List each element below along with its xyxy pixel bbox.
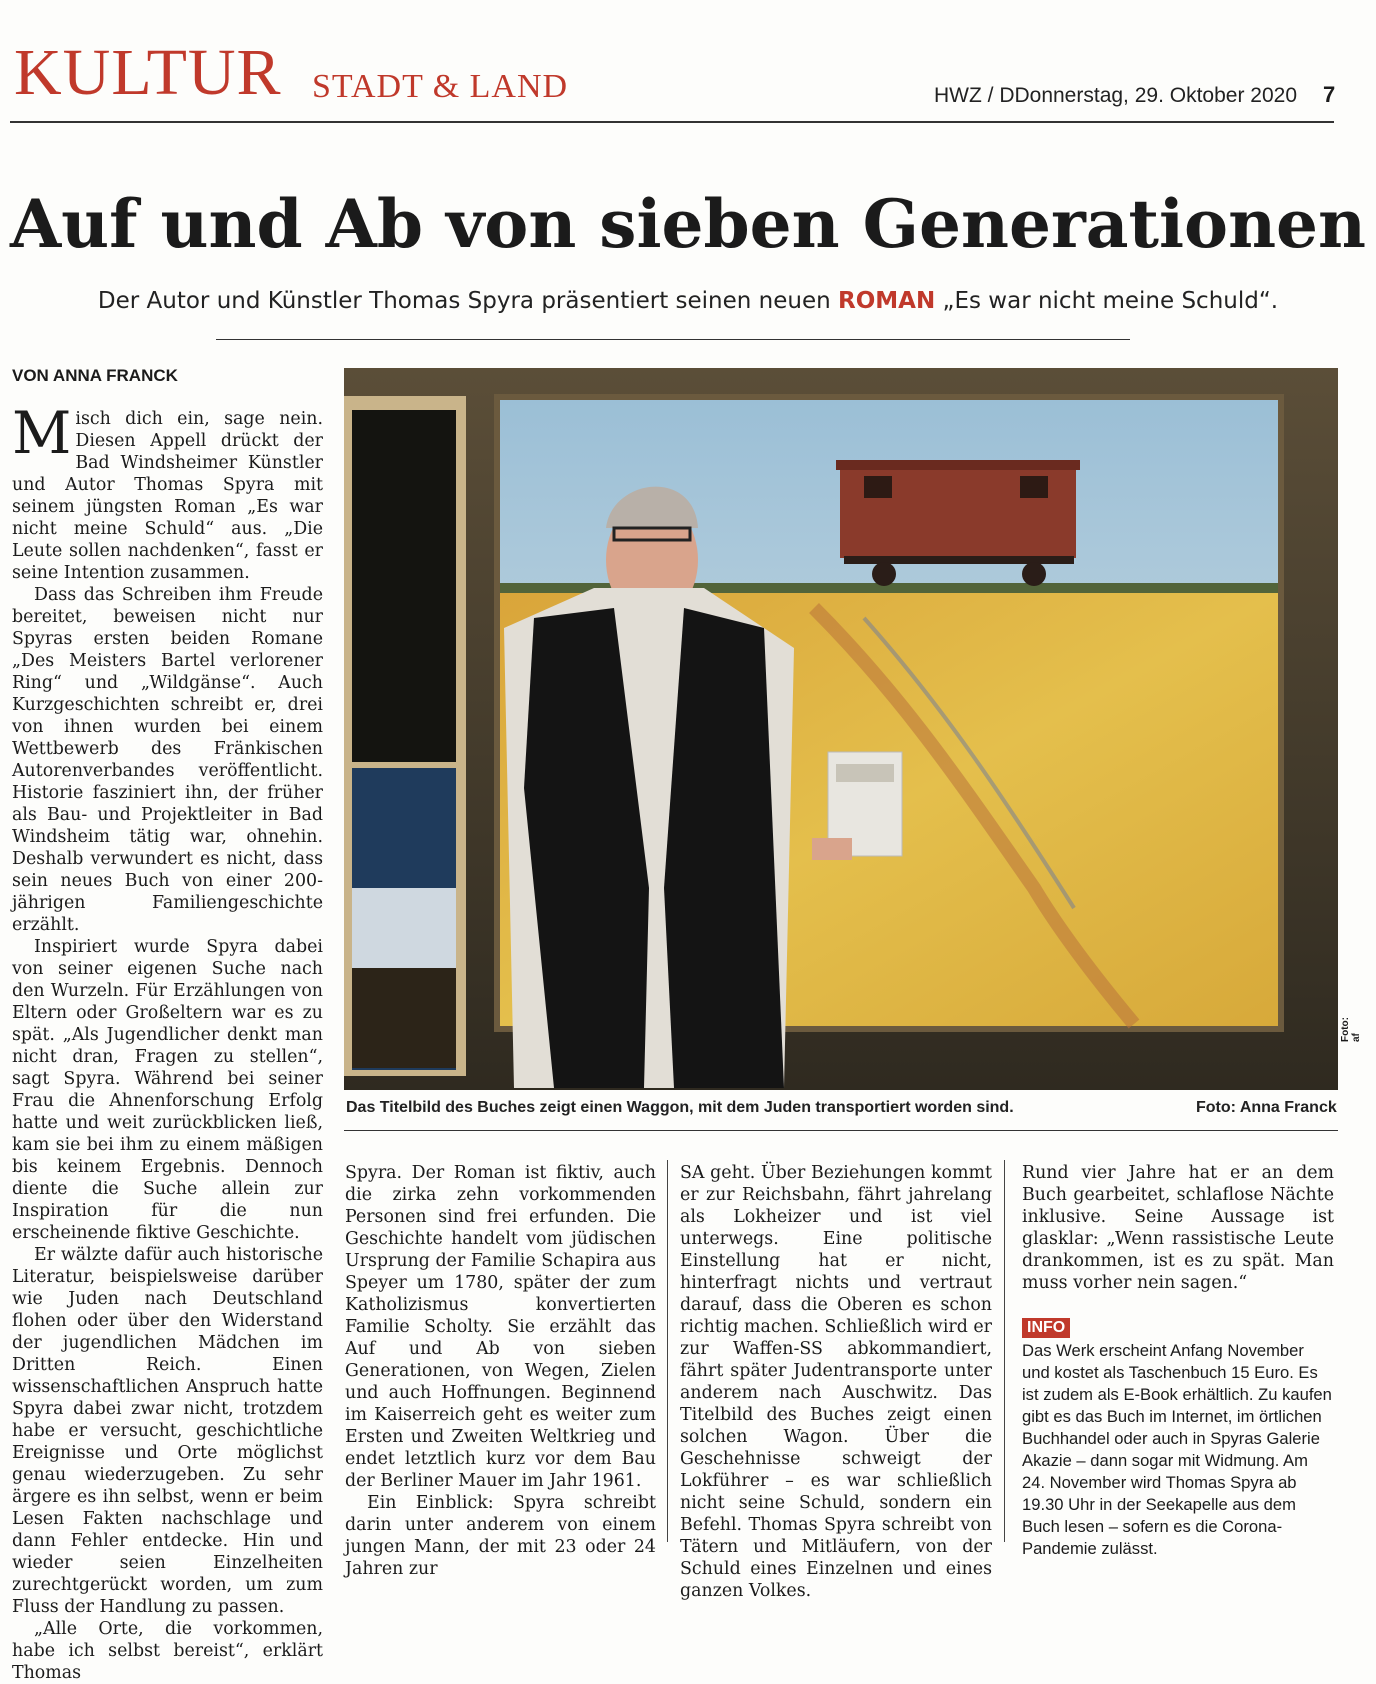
subhead-rule xyxy=(216,339,1130,340)
info-text: Das Werk erscheint Anfang November und kostet als Taschenbuch 15 Euro. Es ist zudem als E-Book erhältlich. Zu kaufen gibt es das Buch im Internet, im örtlichen Buchhandel oder auch in Spyras Galerie Akazie – dann sogar mit Widmung. Am 24. November wird Thomas Spyra ab 19.30 Uhr in der Seekapelle aus dem Buch lesen – sofern es die Corona-Pandemie zulässt. xyxy=(1022,1341,1332,1558)
subhead-keyword: ROMAN xyxy=(838,288,936,314)
headline: Auf und Ab von sieben Generationen xyxy=(9,185,1367,263)
photo-side-credit: Foto: af xyxy=(1340,1017,1362,1042)
byline: VON ANNA FRANCK xyxy=(12,366,178,385)
page-number: 7 xyxy=(1323,82,1336,107)
section-subtitle: STADT & LAND xyxy=(312,68,569,105)
paragraph: Ein Einblick: Spyra schreibt darin unter anderem von einem jungen Mann, der mit 23 oder 24 Jahren zur xyxy=(345,1493,656,1579)
header-rule xyxy=(10,121,1334,123)
info-badge: INFO xyxy=(1022,1318,1070,1338)
paragraph: Spyra. Der Roman ist fiktiv, auch die zirka zehn vorkommenden Personen sind frei erfunden. Die Geschichte handelt vom jüdischen Ursprung der Familie Schapira aus Speyer um 1780, später der zum Katholizismus konvertierten Familie Scholty. Sie erzählt das Auf und Ab von sieben Generationen, von Wegen, Zielen und auch Hoffnungen. Beginnend im Kaiserreich geht es weiter zum Ersten und Zweiten Weltkrieg und endet letztlich kurz vor dem Bau der Berliner Mauer im Jahr 1961. xyxy=(345,1163,656,1491)
paragraph: SA geht. Über Beziehungen kommt er zur Reichsbahn, fährt jahrelang als Lokheizer und ist viel unterwegs. Eine politische Einstellung hat er nicht, hinterfragt nichts und vertraut darauf, dass die Oberen es schon richtig machen. Schließlich wird er zur Waffen-SS abkommandiert, fährt später Judentransporte unter anderem nach Auschwitz. Das Titelbild des Buches zeigt einen solchen Wagon. Über die Geschehnisse schweigt der Lokführer – es war schließlich nicht seine Schuld, sondern ein Befehl. Thomas Spyra schreibt von Tätern und Mitläufern, von der Schuld eines Einzelnen und eines ganzen Volkes. xyxy=(680,1163,992,1601)
column-3 xyxy=(680,1162,992,1602)
dropcap: M xyxy=(12,399,72,467)
column-divider xyxy=(667,1160,668,1542)
photo-caption: Das Titelbild des Buches zeigt einen Waggon, mit dem Juden transportiert worden sind. xyxy=(346,1099,1014,1116)
article-photo xyxy=(344,368,1338,1090)
paragraph: Dass das Schreiben ihm Freude bereitet, beweisen nicht nur Spyras ersten beiden Romane „Des Meisters Bartel verlorener Ring“ und „Wildgänse“. Auch Kurzgeschichten schreibt er, drei von ihnen wurden bei einem Wettbewerb des Fränkischen Autorenverbandes veröffentlicht. Historie fasziniert ihn, der früher als Bau- und Projektleiter in Bad Windsheim tätig war, ohnehin. Deshalb verwundert es nicht, dass sein neues Buch von einer 200-jährigen Familiengeschichte erzählt. xyxy=(12,585,323,935)
photo-credit: Foto: Anna Franck xyxy=(1196,1099,1337,1116)
paragraph: Rund vier Jahre hat er an dem Buch gearbeitet, schlaflose Nächte inklusive. Seine Aussage ist glasklar: „Wenn rassistische Leute drankommen, ist es zu spät. Man muss vorher nein sagen.“ xyxy=(1022,1163,1334,1293)
column-2 xyxy=(345,1162,656,1580)
paragraph: Inspiriert wurde Spyra dabei von seiner eigenen Suche nach den Wurzeln. Für Erzählungen von Eltern oder Großeltern war es zu spät. „Als Jugendlicher denkt man nicht dran, Fragen zu stellen“, sagt Spyra. Während bei seiner Frau die Ahnenforschung Erfolg hatte und weit zurückblicken ließ, kam sie bei ihm zu einem mäßigen bis keinem Ergebnis. Dennoch diente die Suche allein zur Inspiration für die nun erscheinende fiktive Geschichte. xyxy=(12,937,323,1243)
column-1 xyxy=(12,399,323,1684)
issue-date: HWZ / DDonnerstag, 29. Oktober 2020 xyxy=(934,84,1297,107)
paragraph: Misch dich ein, sage nein. Diesen Appell drückt der Bad Windsheimer Künstler und Autor Thomas Spyra mit seinem jüngsten Roman „Es war nicht meine Schuld“ aus. „Die Leute sollen nachdenken“, fasst er seine Intention zusammen. xyxy=(12,399,323,583)
paragraph: Er wälzte dafür auch historische Literatur, beispielsweise darüber wie Juden nach Deutschland flohen oder über den Widerstand der jugendlichen Mädchen im Dritten Reich. Einen wissenschaftlichen Anspruch hatte Spyra dabei zwar nicht, trotzdem habe er versucht, geschichtliche Ereignisse und Orte möglichst genau wiederzugeben. Zu sehr ärgere es ihn selbst, wenn er beim Lesen Fakten nachschlage und dann Fehler entdecke. Hin und wieder seien Einzelheiten zurechtgerückt worden, um zum Fluss der Handlung zu passen. xyxy=(12,1245,323,1617)
section-title: KULTUR xyxy=(14,36,282,109)
caption-rule xyxy=(344,1130,1338,1131)
column-divider xyxy=(1004,1160,1005,1542)
paragraph: „Alle Orte, die vorkommen, habe ich selbst bereist“, erklärt Thomas xyxy=(12,1619,323,1683)
subheadline: Der Autor und Künstler Thomas Spyra präsentiert seinen neuen ROMAN „Es war nicht meine Schuld“. xyxy=(97,288,1279,314)
column-4 xyxy=(1022,1162,1334,1294)
